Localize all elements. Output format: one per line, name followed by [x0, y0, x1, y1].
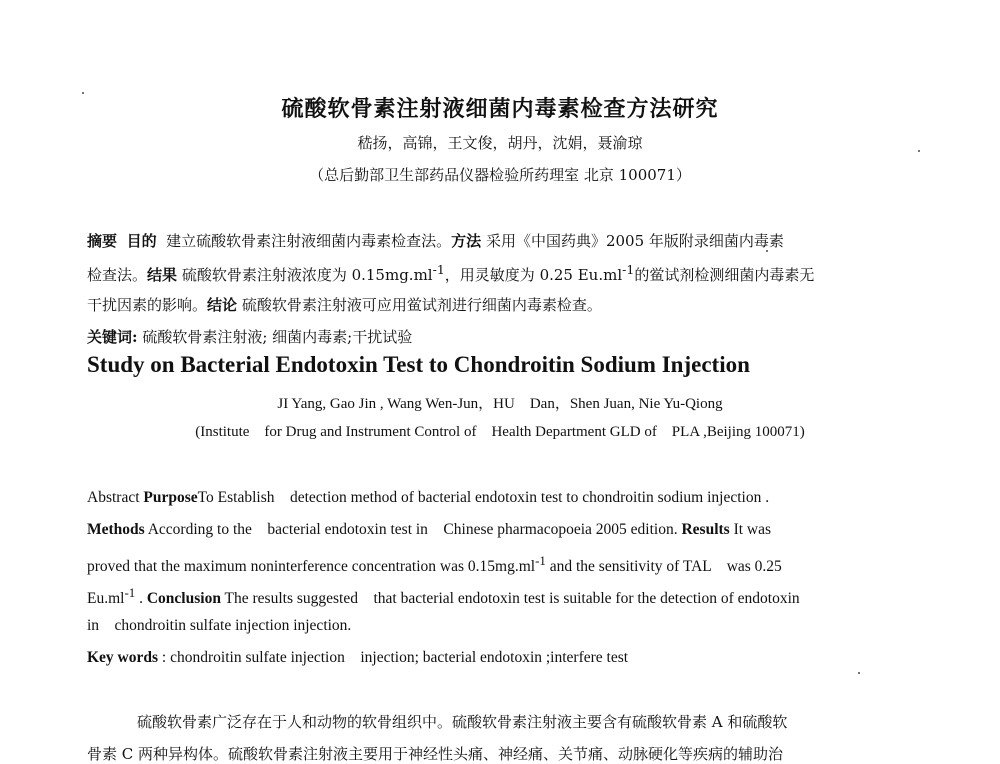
chinese-title: 硫酸软骨素注射液细菌内毒素检查方法研究 [281, 96, 719, 122]
methods-label: 方法 [451, 232, 482, 250]
results-text-a: 硫酸软骨素注射液浓度为 0.15mg.ml [181, 266, 433, 284]
superscript: -1 [124, 585, 136, 600]
results-text-cont: 干扰因素的影响。 [87, 296, 208, 314]
scan-speck [858, 672, 860, 674]
en-keywords-label: Key words [87, 649, 159, 666]
en-separator: . [135, 590, 147, 608]
en-conclusion-label: Conclusion [146, 590, 221, 608]
chinese-authors: 嵇扬，高锦，王文俊，胡丹，沈娟，聂渝琼 [357, 134, 643, 152]
en-results-text-a: proved that the maximum noninterference concentration was 0.15mg.ml [87, 558, 536, 576]
abstract-label: 摘要 [87, 232, 118, 250]
english-affiliation: (Institute for Drug and Instrument Control of Health Department GLD of PLA ,Beijing 100071) [195, 424, 805, 440]
superscript: -1 [622, 262, 635, 277]
chinese-keywords [87, 326, 412, 347]
chinese-abstract-line-2 [87, 262, 814, 285]
keywords-label: 关键词: [87, 328, 138, 346]
english-authors: JI Yang, Gao Jin , Wang Wen-Jun，HU Dan，Shen Juan, Nie Yu-Qiong [277, 396, 723, 412]
purpose-text: 建立硫酸软骨素注射液细菌内毒素检查法。 [166, 232, 452, 250]
methods-text-cont: 检查法。 [87, 266, 148, 284]
purpose-label: 目的 [126, 232, 157, 250]
superscript: -1 [535, 553, 546, 568]
en-unit: Eu.ml [87, 590, 125, 608]
en-results-label: Results [681, 521, 730, 538]
results-label: 结果 [147, 266, 178, 284]
superscript: -1 [432, 262, 445, 277]
english-abstract-line-1 [87, 489, 769, 507]
en-conclusion-text: The results suggested that bacterial endotoxin test is suitable for the detection of endotoxin [220, 590, 800, 608]
english-abstract-line-5: in chondroitin sulfate injection injection. [87, 617, 352, 634]
english-abstract-line-4 [87, 585, 800, 608]
methods-text: 采用《中国药典》2005 年版附录细菌内毒素 [485, 232, 784, 250]
en-methods-label: Methods [87, 521, 145, 538]
english-keywords [87, 649, 628, 667]
en-results-text: It was [729, 521, 772, 538]
en-purpose-label: Purpose [143, 489, 198, 506]
english-title: Study on Bacterial Endotoxin Test to Chondroitin Sodium Injection [87, 352, 750, 377]
results-text-b: ，用灵敏度为 0.25 Eu.ml [444, 266, 623, 284]
english-abstract-line-2 [87, 521, 771, 539]
conclusion-text: 硫酸软骨素注射液可应用鲎试剂进行细菌内毒素检查。 [241, 296, 602, 314]
en-purpose-text: To Establish detection method of bacterial endotoxin test to chondroitin sodium injection . [197, 489, 770, 506]
keywords-text: 硫酸软骨素注射液; 细菌内毒素;干扰试验 [142, 328, 413, 346]
en-methods-text: According to the bacterial endotoxin test in Chinese pharmacopoeia 2005 edition. [144, 521, 682, 538]
body-paragraph-line-2: 骨素 C 两种异构体。硫酸软骨素注射液主要用于神经性头痛、神经痛、关节痛、动脉硬化等疾病的辅助治 [87, 745, 784, 763]
body-paragraph-line-1: 硫酸软骨素广泛存在于人和动物的软骨组织中。硫酸软骨素注射液主要含有硫酸软骨素 A 和硫酸软 [137, 713, 788, 731]
abstract-word: Abstract [87, 489, 144, 506]
en-keywords-text: : chondroitin sulfate injection injection; bacterial endotoxin ;interfere test [158, 649, 629, 666]
conclusion-label: 结论 [207, 296, 238, 314]
english-abstract-line-3 [87, 553, 782, 576]
chinese-abstract-line-3 [87, 294, 602, 315]
results-text-c: 的鲎试剂检测细菌内毒素无 [634, 266, 815, 284]
chinese-affiliation: （总后勤部卫生部药品仪器检验所药理室 北京 100071） [309, 166, 691, 184]
en-results-text-b: and the sensitivity of TAL was 0.25 [545, 558, 782, 576]
chinese-abstract-line-1 [87, 230, 784, 251]
